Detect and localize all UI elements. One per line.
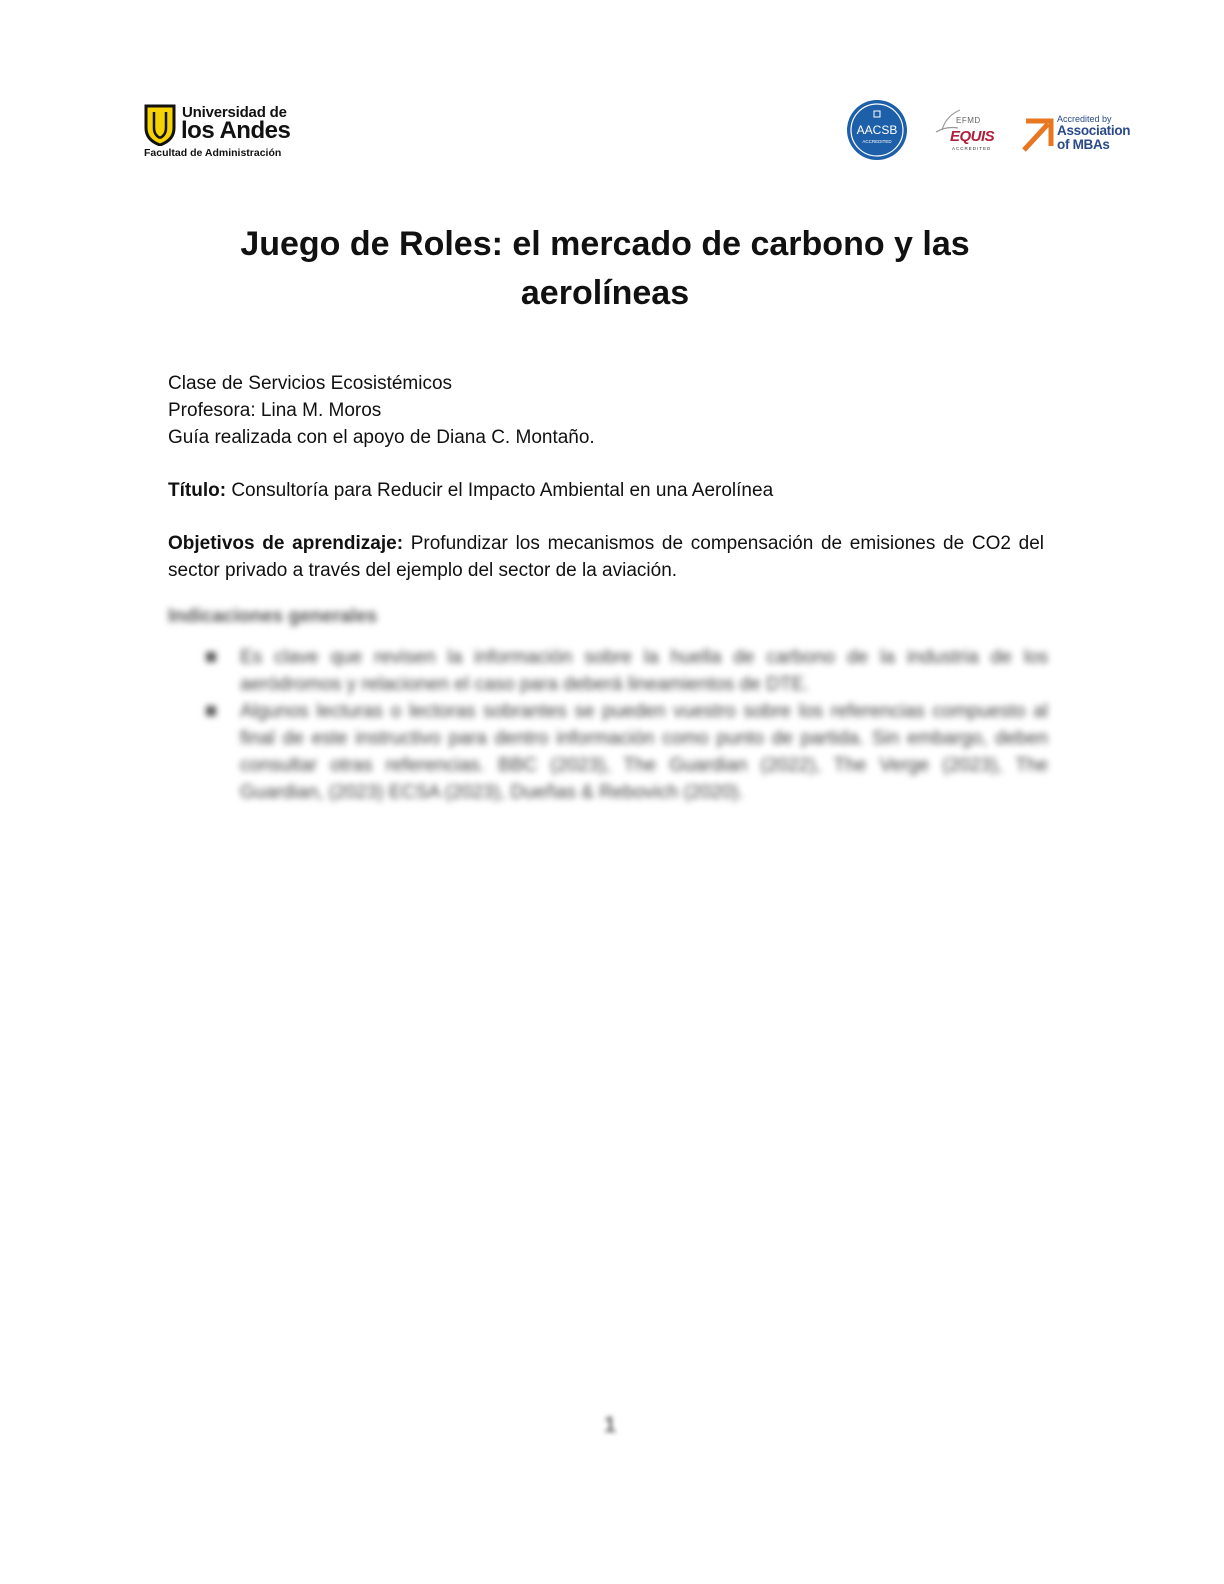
equis-logo bbox=[932, 108, 998, 154]
university-faculty: Facultad de Administración bbox=[144, 147, 282, 159]
bullet-icon bbox=[206, 652, 216, 662]
list-item bbox=[168, 644, 1048, 698]
universidad-de-los-andes-logo bbox=[144, 104, 291, 160]
amba-line1: Accredited by bbox=[1057, 114, 1112, 124]
equis-efmd: EFMD bbox=[956, 116, 981, 125]
objetivos-value: Profundizar los mecanismos de compensación de emisiones de CO2 del sector privado a través del ejemplo del sector de la aviación. bbox=[168, 533, 1044, 581]
titulo-paragraph bbox=[168, 477, 1044, 504]
university-line2: los Andes bbox=[181, 117, 291, 144]
professor: Profesora: Lina M. Moros bbox=[168, 400, 382, 421]
aacsb-sub: ACCREDITED bbox=[862, 139, 892, 144]
list-item-text: Es clave que revisen la información sobre la huella de carbono de la industria de los aeródromos y relacionen el caso para deberá lineamientos de DTE. bbox=[240, 647, 1048, 695]
aacsb-logo bbox=[846, 99, 908, 161]
guide-credit: Guía realizada con el apoyo de Diana C. Montaño. bbox=[168, 427, 595, 448]
aacsb-name: AACSB bbox=[856, 123, 898, 137]
document-title: Juego de Roles: el mercado de carbono y las aerolíneas bbox=[240, 225, 970, 312]
university-line1: Universidad de bbox=[182, 104, 287, 121]
shield-icon bbox=[144, 104, 176, 146]
course-name: Clase de Servicios Ecosistémicos bbox=[168, 373, 453, 394]
titulo-value: Consultoría para Reducir el Impacto Ambiental en una Aerolínea bbox=[231, 480, 774, 501]
objetivos-paragraph bbox=[168, 530, 1044, 584]
amba-line3: of MBAs bbox=[1057, 137, 1110, 152]
equis-name: EQUIS bbox=[950, 128, 995, 145]
objetivos-label: Objetivos de aprendizaje: bbox=[168, 533, 404, 554]
amba-line2: Association bbox=[1057, 123, 1131, 138]
page-number: 1 bbox=[603, 1412, 617, 1437]
blurred-heading: Indicaciones generales bbox=[168, 606, 378, 627]
blurred-list bbox=[168, 644, 1048, 806]
course-info bbox=[168, 370, 1044, 451]
blurred-section bbox=[168, 606, 1048, 806]
list-item-text: Algunos lecturas o lectoras sobrantes se pueden vuestro sobre los referencias compuesto al final de este instructivo para dentro información como punto de partida. Sin embargo, deben consultar otras referencias. BBC (2023), The Guardian (2022), The Verge (2023), The Guardian, (2023) ECSA (2023), Dueñas & Rebovich (2020). bbox=[240, 701, 1048, 803]
equis-sub: ACCREDITED bbox=[952, 146, 992, 151]
amba-arrow-icon bbox=[1020, 116, 1054, 152]
list-item bbox=[168, 698, 1048, 806]
amba-logo bbox=[1020, 114, 1130, 154]
bullet-icon bbox=[206, 706, 216, 716]
titulo-label: Título: bbox=[168, 480, 227, 501]
